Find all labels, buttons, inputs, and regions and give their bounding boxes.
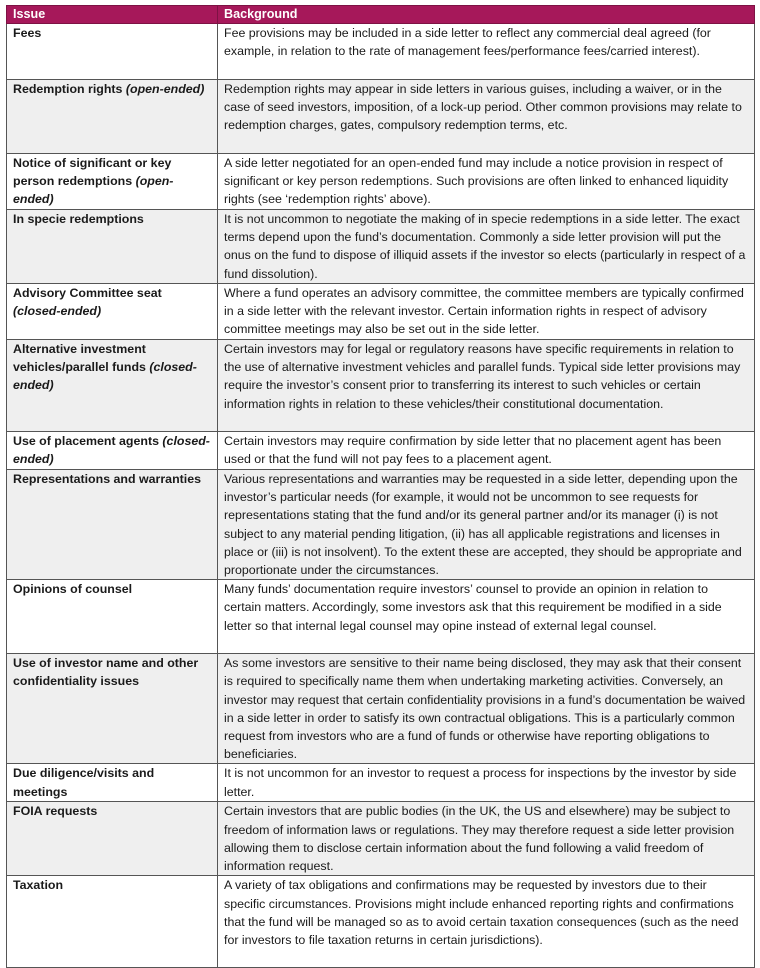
issue-label: Representations and warranties <box>13 472 201 486</box>
issue-label: Advisory Committee seat <box>13 286 162 300</box>
issue-fund-type: (closed-ended) <box>13 304 102 319</box>
table-row <box>7 802 755 876</box>
issue-fund-type: (closed-ended) <box>13 360 197 393</box>
issue-cell <box>7 284 218 340</box>
issue-label: In specie redemptions <box>13 212 144 226</box>
issue-fund-type: (closed-ended) <box>13 434 210 467</box>
table-row <box>7 284 755 340</box>
table-row <box>7 340 755 432</box>
background-cell: As some investors are sensitive to their name being disclosed, they may ask that their consent is required to specifically name them when undertaking marketing activities. Conversely, an investor may request that certain confidentiality provisions in a fund’s documentation be waived in a side letter in order to satisfy its own contractual obligations. This is a particularly common request from investors who are a fund of funds or otherwise have reporting obligations to beneficiaries. <box>218 654 755 764</box>
table-row <box>7 24 755 80</box>
issue-label: Fees <box>13 26 42 40</box>
issue-cell <box>7 80 218 154</box>
background-cell: Many funds’ documentation require investors’ counsel to provide an opinion in relation to certain matters. Accordingly, some investors ask that this requirement be modified in a side letter so that internal legal counsel may opine instead of external legal counsel. <box>218 580 755 654</box>
issue-cell <box>7 340 218 432</box>
side-letter-table-container <box>6 5 754 968</box>
issue-label: Use of investor name and other confidentiality issues <box>13 656 199 689</box>
background-cell: Where a fund operates an advisory committee, the committee members are typically confirmed in a side letter with the relevant investor. Certain information rights in respect of advisory committee meetings may also be set out in the side letter. <box>218 284 755 340</box>
issue-cell <box>7 876 218 968</box>
table-row <box>7 876 755 968</box>
background-cell: Fee provisions may be included in a side letter to reflect any commercial deal agreed (for example, in relation to the rate of management fees/performance fees/carried interest). <box>218 24 755 80</box>
table-header-row <box>7 6 755 24</box>
issue-cell <box>7 764 218 802</box>
side-letter-issues-table <box>6 5 755 968</box>
table-row <box>7 654 755 764</box>
table-row <box>7 210 755 284</box>
issue-fund-type: (open-ended) <box>13 174 174 207</box>
background-cell: Redemption rights may appear in side letters in various guises, including a waiver, or in the case of seed investors, imposition, of a lock-up period. Other common provisions may relate to redemption charges, gates, compulsory redemption terms, etc. <box>218 80 755 154</box>
issue-cell <box>7 154 218 210</box>
issue-column-header: Issue <box>7 6 218 24</box>
issue-cell <box>7 580 218 654</box>
issue-cell <box>7 654 218 764</box>
background-cell: It is not uncommon to negotiate the making of in specie redemptions in a side letter. The exact terms depend upon the fund’s documentation. Commonly a side letter provision will put the onus on the fund to dispose of illiquid assets if the investor so elects (particularly in respect of a fund dissolution). <box>218 210 755 284</box>
issue-label: Use of placement agents <box>13 434 163 448</box>
issue-label: Taxation <box>13 878 64 893</box>
table-row <box>7 764 755 802</box>
background-cell: A variety of tax obligations and confirmations may be requested by investors due to their specific circumstances. Provisions might include enhanced reporting rights and confirmations that the fund will be managed so as to avoid certain taxation consequences (such as the need for investors to file taxation returns in certain jurisdictions). <box>218 876 755 968</box>
table-row <box>7 154 755 210</box>
table-row <box>7 470 755 580</box>
background-column-header: Background <box>218 6 755 24</box>
table-row <box>7 580 755 654</box>
background-cell: Certain investors may for legal or regulatory reasons have specific requirements in relation to the use of alternative investment vehicles and parallel funds. Typical side letter provisions may require the investor’s consent prior to transferring its interest to such vehicles or certain information rights in relation to these vehicles/their constitutional documentation. <box>218 340 755 432</box>
issue-label: FOIA requests <box>13 804 98 819</box>
issue-cell <box>7 24 218 80</box>
background-cell: Various representations and warranties may be requested in a side letter, depending upon the investor’s particular needs (for example, it would not be uncommon to see requests for representations stating that the fund and/or its general partner and/or its manager (i) is not subject to any material pending litigation, (ii) has all applicable registrations and licenses in place or (iii) is not insolvent). To the extent these are accepted, they should be appropriate and proportionate under the circumstances. <box>218 470 755 580</box>
issue-label: Notice of significant or key person redemptions <box>13 156 172 189</box>
issue-cell <box>7 802 218 876</box>
issue-fund-type: (open-ended) <box>125 82 205 96</box>
table-row <box>7 80 755 154</box>
issue-cell <box>7 210 218 284</box>
background-cell: It is not uncommon for an investor to request a process for inspections by the investor by side letter. <box>218 764 755 802</box>
issue-cell <box>7 432 218 470</box>
issue-label: Opinions of counsel <box>13 582 133 597</box>
background-cell: Certain investors that are public bodies (in the UK, the US and elsewhere) may be subject to freedom of information laws or regulations. They may therefore request a side letter provision allowing them to disclose certain information about the fund following a valid freedom of information request. <box>218 802 755 876</box>
issue-label: Due diligence/visits and meetings <box>13 766 155 799</box>
background-cell: Certain investors may require confirmation by side letter that no placement agent has been used or that the fund will not pay fees to a placement agent. <box>218 432 755 470</box>
table-row <box>7 432 755 470</box>
issue-label: Redemption rights <box>13 82 126 96</box>
issue-label: Alternative investment vehicles/parallel funds <box>13 342 150 375</box>
background-cell: A side letter negotiated for an open-ended fund may include a notice provision in respect of significant or key person redemptions. Such provisions are often linked to enhanced liquidity rights (see ‘redemption rights’ above). <box>218 154 755 210</box>
issue-cell <box>7 470 218 580</box>
